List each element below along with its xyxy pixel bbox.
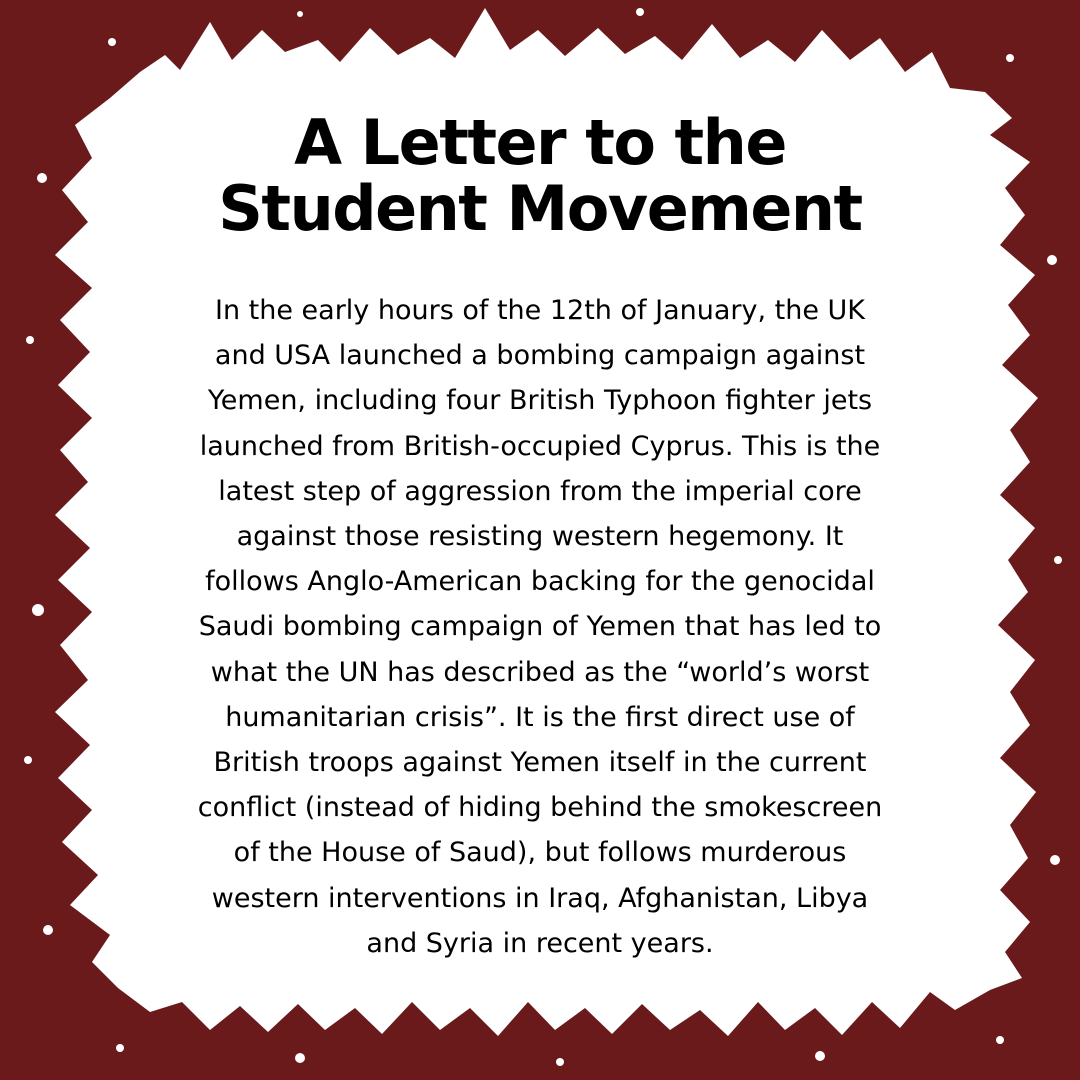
body-line: conflict (instead of hiding behind the smokescreen xyxy=(197,792,883,824)
letter-title xyxy=(140,106,940,245)
title-line-1: A Letter to the xyxy=(294,106,786,179)
body-line: launched from British-occupied Cyprus. This is the xyxy=(199,430,881,462)
body-line: humanitarian crisis”. It is the first direct use of xyxy=(225,701,855,733)
body-line: Saudi bombing campaign of Yemen that has led to xyxy=(198,611,882,643)
body-line: and Syria in recent years. xyxy=(366,927,714,959)
body-line: what the UN has described as the “world’s worst xyxy=(210,656,870,688)
body-line: British troops against Yemen itself in the current xyxy=(213,747,867,779)
body-line: latest step of aggression from the imperial core xyxy=(218,475,862,507)
body-line: In the early hours of the 12th of January, the UK xyxy=(215,295,865,326)
letter-body xyxy=(115,288,965,966)
body-line: western interventions in Iraq, Afghanistan, Libya xyxy=(211,882,869,914)
body-line: against those resisting western hegemony. It xyxy=(236,521,844,553)
body-line: and USA launched a bombing campaign against xyxy=(214,340,866,372)
title-line-2: Student Movement xyxy=(218,172,862,245)
body-line: Yemen, including four British Typhoon fighter jets xyxy=(207,385,873,417)
body-line: follows Anglo-American backing for the genocidal xyxy=(205,566,875,598)
body-line: of the House of Saud), but follows murderous xyxy=(233,837,847,869)
